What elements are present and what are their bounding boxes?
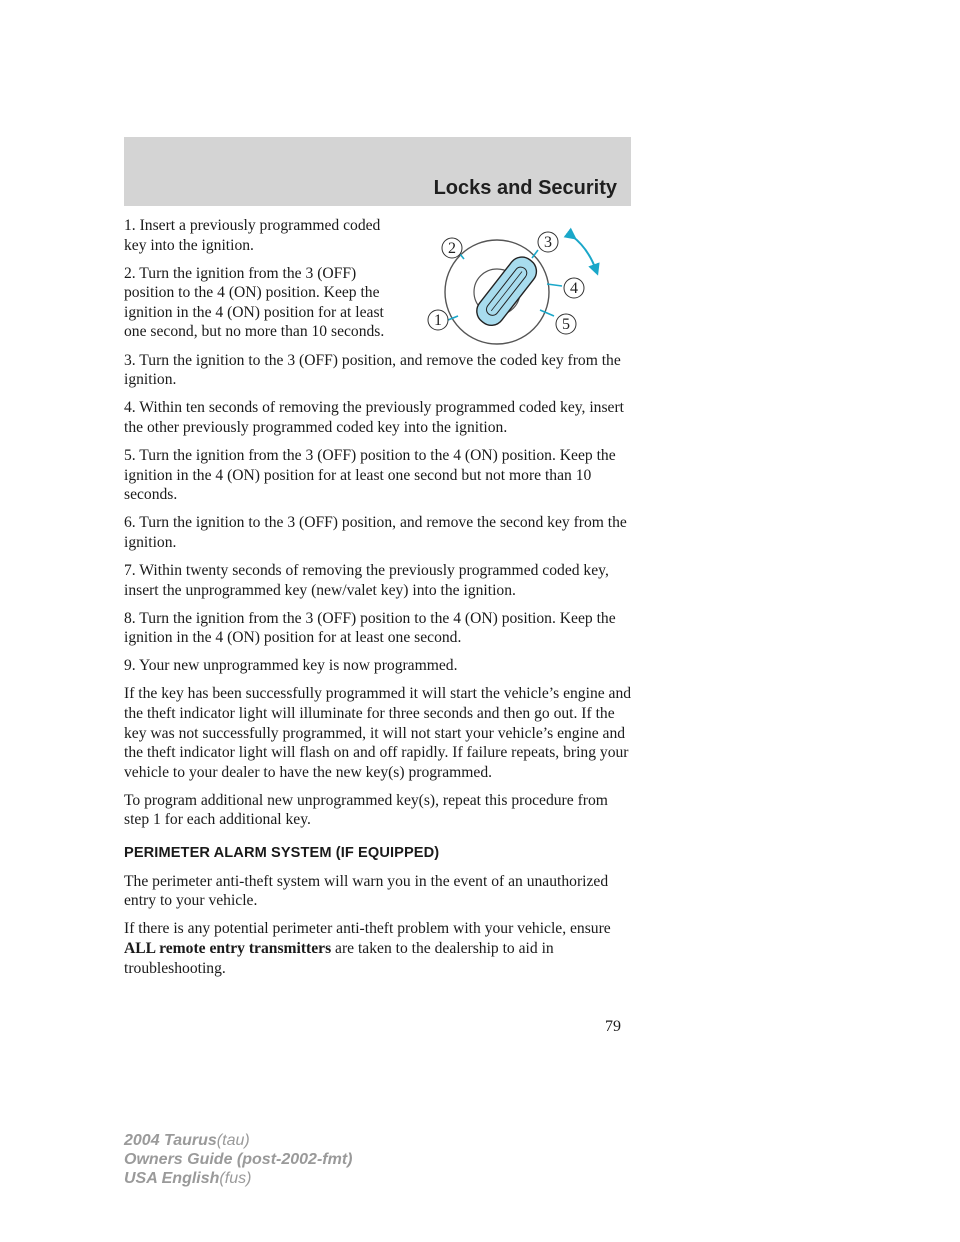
step-6: 6. Turn the ignition to the 3 (OFF) position, and remove the second key from the ignition. [124,514,627,551]
body-text [124,216,636,987]
perimeter-p2-before: If there is any potential perimeter anti-theft problem with your vehicle, ensure [124,920,611,938]
perimeter-p2-after: are taken to the dealership to aid in troubleshooting. [124,939,554,977]
step-3: 3. Turn the ignition to the 3 (OFF) position, and remove the coded key from the ignition. [124,351,621,389]
perimeter-paragraph-2 [124,919,636,978]
step-4: 4. Within ten seconds of removing the previously programmed coded key, insert the other previously programmed coded key into the ignition. [124,399,624,436]
perimeter-p2-bold: ALL remote entry transmitters [124,939,332,957]
footer-line-1 [124,1131,352,1150]
footer-model: 2004 Taurus [124,1132,217,1149]
perimeter-alarm-heading: PERIMETER ALARM SYSTEM (IF EQUIPPED) [124,845,440,862]
page-number: 79 [605,1018,621,1035]
additional-keys-paragraph: To program additional new unprogrammed key(s), repeat this procedure from step 1 for each additional key. [124,791,608,829]
label-5: 5 [562,316,570,333]
perimeter-paragraph-1: The perimeter anti-theft system will warn you in the event of an unauthorized entry to your vehicle. [124,872,609,910]
label-2: 2 [448,240,456,257]
footer-model-code: (tau) [216,1132,250,1149]
section-title: Locks and Security [433,177,617,199]
footer-line-2 [124,1150,352,1169]
result-paragraph: If the key has been successfully programmed it will start the vehicle’s engine and the theft indicator light will illuminate for three seconds and then go out. If the key was not successfully programmed, it will not start your vehicle’s engine and the theft indicator light will flash on and off rapidly. If failure repeats, bring your vehicle to your dealer to have the new key(s) programmed. [124,685,632,781]
step-7: 7. Within twenty seconds of removing the previously programmed coded key, insert the unprogrammed key (new/valet key) into the ignition. [124,561,609,599]
footer-language-code: (fus) [219,1170,252,1187]
step-8: 8. Turn the ignition from the 3 (OFF) position to the 4 (ON) position. Keep the ignition in the 4 (ON) position for at least one second. [124,609,616,647]
step-2: 2. Turn the ignition from the 3 (OFF) position to the 4 (ON) position. Keep the ignition in the 4 (ON) position for at least one second, but no more than 10 seconds. [124,264,385,341]
footer-language: USA English [124,1170,220,1187]
footer-guide: Owners Guide (post-2002-fmt) [124,1151,353,1168]
step-5: 5. Turn the ignition from the 3 (OFF) position to the 4 (ON) position. Keep the ignition in the 4 (ON) position for at least one second but not more than 10 seconds. [124,446,616,504]
footer-line-3 [124,1169,352,1188]
step-9: 9. Your new unprogrammed key is now programmed. [124,657,458,675]
label-3: 3 [544,234,552,251]
footer-edition-info [124,1131,352,1188]
label-1: 1 [434,312,442,329]
label-4: 4 [570,280,578,297]
step-1: 1. Insert a previously programmed coded key into the ignition. [124,217,381,254]
section-header-band [124,137,631,206]
